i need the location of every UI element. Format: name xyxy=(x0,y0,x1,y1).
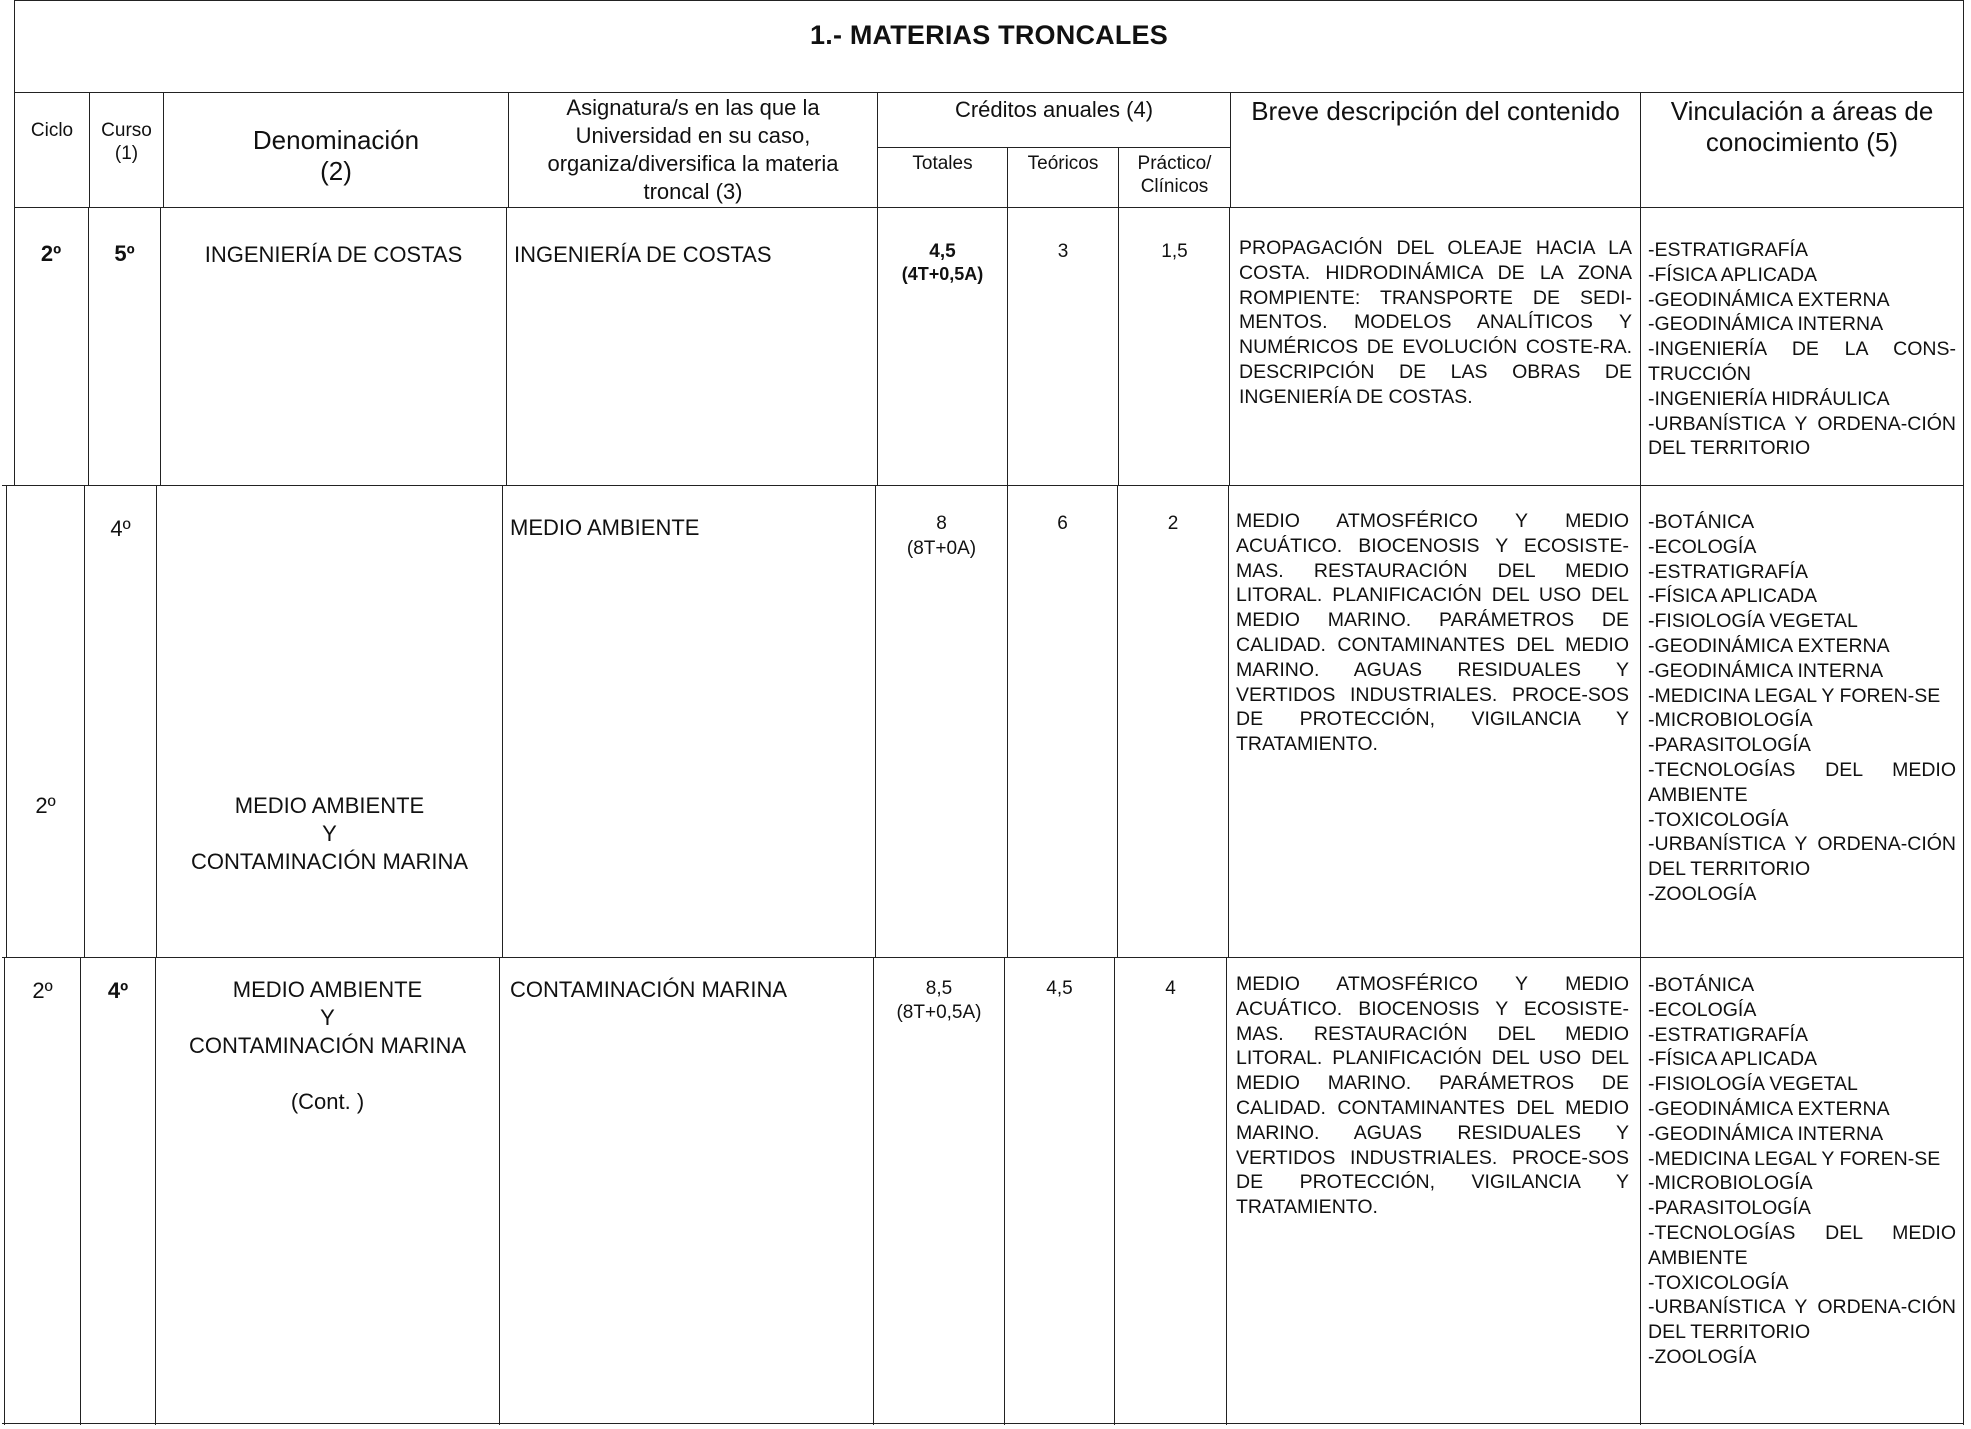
row2-col-line xyxy=(1640,485,1641,957)
row2-bottom-line xyxy=(2,957,1964,958)
row-totales: 8 xyxy=(936,513,947,534)
area-item: -MEDICINA LEGAL Y FOREN-SE xyxy=(1648,1147,1941,1170)
area-item: -GEODINÁMICA INTERNA xyxy=(1648,1122,1884,1145)
hdr-col-line xyxy=(508,92,509,208)
row-descripcion: MEDIO ATMOSFÉRICO Y MEDIO ACUÁTICO. BIOCENOSIS Y ECOSISTE-MAS. RESTAURACIÓN DEL MEDIO LITORAL. PLANIFICACIÓN DEL USO DEL MEDIO MARINO. PARÁMETROS DE CALIDAD. CONTAMINANTES DEL MEDIO MARINO. AGUAS RESIDUALES Y VERTIDOS INDUSTRIALES. PROCE-SOS DE PROTECCIÓN, VIGILANCIA Y TRATAMIENTO. xyxy=(1236,510,1629,756)
area-item: -FISIOLOGÍA VEGETAL xyxy=(1648,1073,1858,1096)
row-totales-detail: (8T+0,5A) xyxy=(896,1002,982,1023)
area-item: -ECOLOGÍA xyxy=(1648,535,1757,558)
area-item: -PARASITOLOGÍA xyxy=(1648,734,1811,757)
area-item: -FÍSICA APLICADA xyxy=(1648,1048,1818,1071)
area-item: -INGENIERÍA DE LA CONS-TRUCCIÓN xyxy=(1648,338,1956,385)
header-teoricos: Teóricos xyxy=(1027,153,1099,174)
header-ciclo: Ciclo xyxy=(30,120,74,141)
hdr-col-line xyxy=(1118,147,1119,208)
area-item: -URBANÍSTICA Y ORDENA-CIÓN DEL TERRITORIO xyxy=(1648,1296,1956,1344)
hdr-col-line xyxy=(1640,92,1641,208)
area-item: -INGENIERÍA HIDRÁULICA xyxy=(1648,387,1890,410)
row-asignatura: INGENIERÍA DE COSTAS xyxy=(514,242,772,267)
row-areas xyxy=(1648,510,1956,907)
row3-col-line xyxy=(4,957,5,1425)
header-curso: Curso (1) xyxy=(101,120,152,164)
header-totales: Totales xyxy=(912,153,973,174)
header-bottom-line xyxy=(14,207,1964,208)
area-item: -TECNOLOGÍAS DEL MEDIO AMBIENTE xyxy=(1648,758,1956,806)
area-item: -GEODINÁMICA EXTERNA xyxy=(1648,288,1890,311)
row-curso: 5º xyxy=(114,241,135,266)
row-denominacion: MEDIO AMBIENTE Y CONTAMINACIÓN MARINA (Cont. ) xyxy=(188,977,467,1114)
row1-bottom-line xyxy=(2,485,1964,486)
row-teoricos: 4,5 xyxy=(1046,978,1073,999)
area-item: -FÍSICA APLICADA xyxy=(1648,263,1818,286)
header-descripcion: Breve descripción del contenido xyxy=(1251,96,1620,126)
row1-col-line xyxy=(1640,207,1641,486)
row2-col-line xyxy=(1117,485,1118,957)
row-totales: 8,5 xyxy=(925,978,953,999)
row-denominacion: MEDIO AMBIENTE Y CONTAMINACIÓN MARINA xyxy=(190,793,469,874)
row-curso: 4º xyxy=(110,516,131,541)
row3-col-line xyxy=(1004,957,1005,1425)
row2-col-line xyxy=(156,485,157,957)
row-ciclo: 2º xyxy=(40,241,62,266)
row-areas xyxy=(1648,973,1956,1370)
row3-bottom-line xyxy=(2,1423,1964,1424)
row-totales-detail: (8T+0A) xyxy=(906,538,977,559)
area-item: -GEODINÁMICA INTERNA xyxy=(1648,313,1884,336)
area-item: -GEODINÁMICA INTERNA xyxy=(1648,659,1884,682)
row2-col-line xyxy=(875,485,876,957)
row-practicos: 1,5 xyxy=(1161,241,1188,262)
hdr-col-line xyxy=(163,92,164,208)
row3-col-line xyxy=(873,957,874,1425)
hdr-col-line xyxy=(877,92,878,208)
row-descripcion: PROPAGACIÓN DEL OLEAJE HACIA LA COSTA. HIDRODINÁMICA DE LA ZONA ROMPIENTE: TRANSPORTE DE SEDI-MENTOS. MODELOS ANALÍTICOS Y NUMÉRICOS DE EVOLUCIÓN COSTE-RA. DESCRIPCIÓN DE LAS OBRAS DE INGENIERÍA DE COSTAS. xyxy=(1239,237,1632,408)
area-item: -BOTÁNICA xyxy=(1648,511,1755,533)
hdr-col-line xyxy=(1230,92,1231,208)
hdr-col-line xyxy=(89,92,90,208)
area-item: -TECNOLOGÍAS DEL MEDIO AMBIENTE xyxy=(1648,1221,1956,1269)
header-denominacion: Denominación (2) xyxy=(252,125,420,186)
area-item: -TOXICOLOGÍA xyxy=(1648,808,1789,831)
row-asignatura: CONTAMINACIÓN MARINA xyxy=(510,977,788,1002)
row2-col-line xyxy=(84,485,85,957)
row1-col-line xyxy=(1118,207,1119,486)
table-border-right xyxy=(1963,0,1964,1425)
area-item: -ESTRATIGRAFÍA xyxy=(1648,1023,1808,1046)
header-vinculacion: Vinculación a áreas de conocimiento (5) xyxy=(1670,96,1934,157)
row-descripcion: MEDIO ATMOSFÉRICO Y MEDIO ACUÁTICO. BIOCENOSIS Y ECOSISTE-MAS. RESTAURACIÓN DEL MEDIO LITORAL. PLANIFICACIÓN DEL USO DEL MEDIO MARINO. PARÁMETROS DE CALIDAD. CONTAMINANTES DEL MEDIO MARINO. AGUAS RESIDUALES Y VERTIDOS INDUSTRIALES. PROCE-SOS DE PROTECCIÓN, VIGILANCIA Y TRATAMIENTO. xyxy=(1236,973,1629,1219)
row-areas xyxy=(1648,238,1956,461)
area-item: -ESTRATIGRAFÍA xyxy=(1648,560,1808,583)
row1-col-line xyxy=(877,207,878,486)
row3-col-line xyxy=(1226,957,1227,1425)
header-creditos: Créditos anuales (4) xyxy=(954,97,1154,122)
row3-col-line xyxy=(155,957,156,1425)
row-teoricos: 6 xyxy=(1057,513,1068,534)
area-item: -BOTÁNICA xyxy=(1648,974,1755,996)
row3-col-line xyxy=(499,957,500,1425)
row-ciclo: 2º xyxy=(35,793,56,818)
area-item: -ECOLOGÍA xyxy=(1648,998,1757,1021)
title-divider xyxy=(14,92,1964,93)
area-item: -ZOOLOGÍA xyxy=(1648,1345,1757,1368)
row3-col-line xyxy=(1640,957,1641,1425)
table-border-top xyxy=(14,0,1964,1)
area-item: -MEDICINA LEGAL Y FOREN-SE xyxy=(1648,684,1941,707)
row2-col-line xyxy=(502,485,503,957)
row-curso: 4º xyxy=(107,978,129,1003)
row1-col-line xyxy=(14,207,15,486)
hdr-col-line xyxy=(1007,147,1008,208)
area-item: -MICROBIOLOGÍA xyxy=(1648,709,1813,732)
area-item: -GEODINÁMICA EXTERNA xyxy=(1648,1097,1890,1120)
row2-col-line xyxy=(1228,485,1229,957)
area-item: -URBANÍSTICA Y ORDENA-CIÓN DEL TERRITORIO xyxy=(1648,833,1956,881)
row2-col-line xyxy=(6,485,7,957)
area-item: -GEODINÁMICA EXTERNA xyxy=(1648,634,1890,657)
area-item: -ZOOLOGÍA xyxy=(1648,882,1757,905)
row1-col-line xyxy=(1007,207,1008,486)
row-denominacion: INGENIERÍA DE COSTAS xyxy=(204,242,463,267)
row3-col-line xyxy=(1114,957,1115,1425)
row2-col-line xyxy=(1007,485,1008,957)
row1-col-line xyxy=(88,207,89,486)
row1-col-line xyxy=(1229,207,1230,486)
area-item: -FISIOLOGÍA VEGETAL xyxy=(1648,610,1858,633)
area-item: -PARASITOLOGÍA xyxy=(1648,1197,1811,1220)
row-ciclo: 2º xyxy=(32,978,53,1003)
credits-subheader-line xyxy=(877,147,1230,148)
area-item: -ESTRATIGRAFÍA xyxy=(1648,239,1808,261)
header-asignatura: Asignatura/s en las que la Universidad en su caso, organiza/diversifica la materia troncal (3) xyxy=(547,95,839,204)
row-asignatura: MEDIO AMBIENTE xyxy=(510,515,700,540)
row3-col-line xyxy=(80,957,81,1425)
header-practicos: Práctico/ Clínicos xyxy=(1137,153,1212,197)
row-teoricos: 3 xyxy=(1057,241,1069,262)
row-practicos: 4 xyxy=(1165,978,1176,999)
row1-col-line xyxy=(160,207,161,486)
page-title: 1.- MATERIAS TRONCALES xyxy=(810,20,1168,50)
row-practicos: 2 xyxy=(1167,513,1179,534)
row1-col-line xyxy=(506,207,507,486)
area-item: -MICROBIOLOGÍA xyxy=(1648,1172,1813,1195)
row-totales: 4,5 xyxy=(929,241,956,262)
row-totales-detail: (4T+0,5A) xyxy=(901,264,984,284)
area-item: -URBANÍSTICA Y ORDENA-CIÓN DEL TERRITORIO xyxy=(1648,412,1956,460)
area-item: -FÍSICA APLICADA xyxy=(1648,585,1818,608)
area-item: -TOXICOLOGÍA xyxy=(1648,1271,1789,1294)
